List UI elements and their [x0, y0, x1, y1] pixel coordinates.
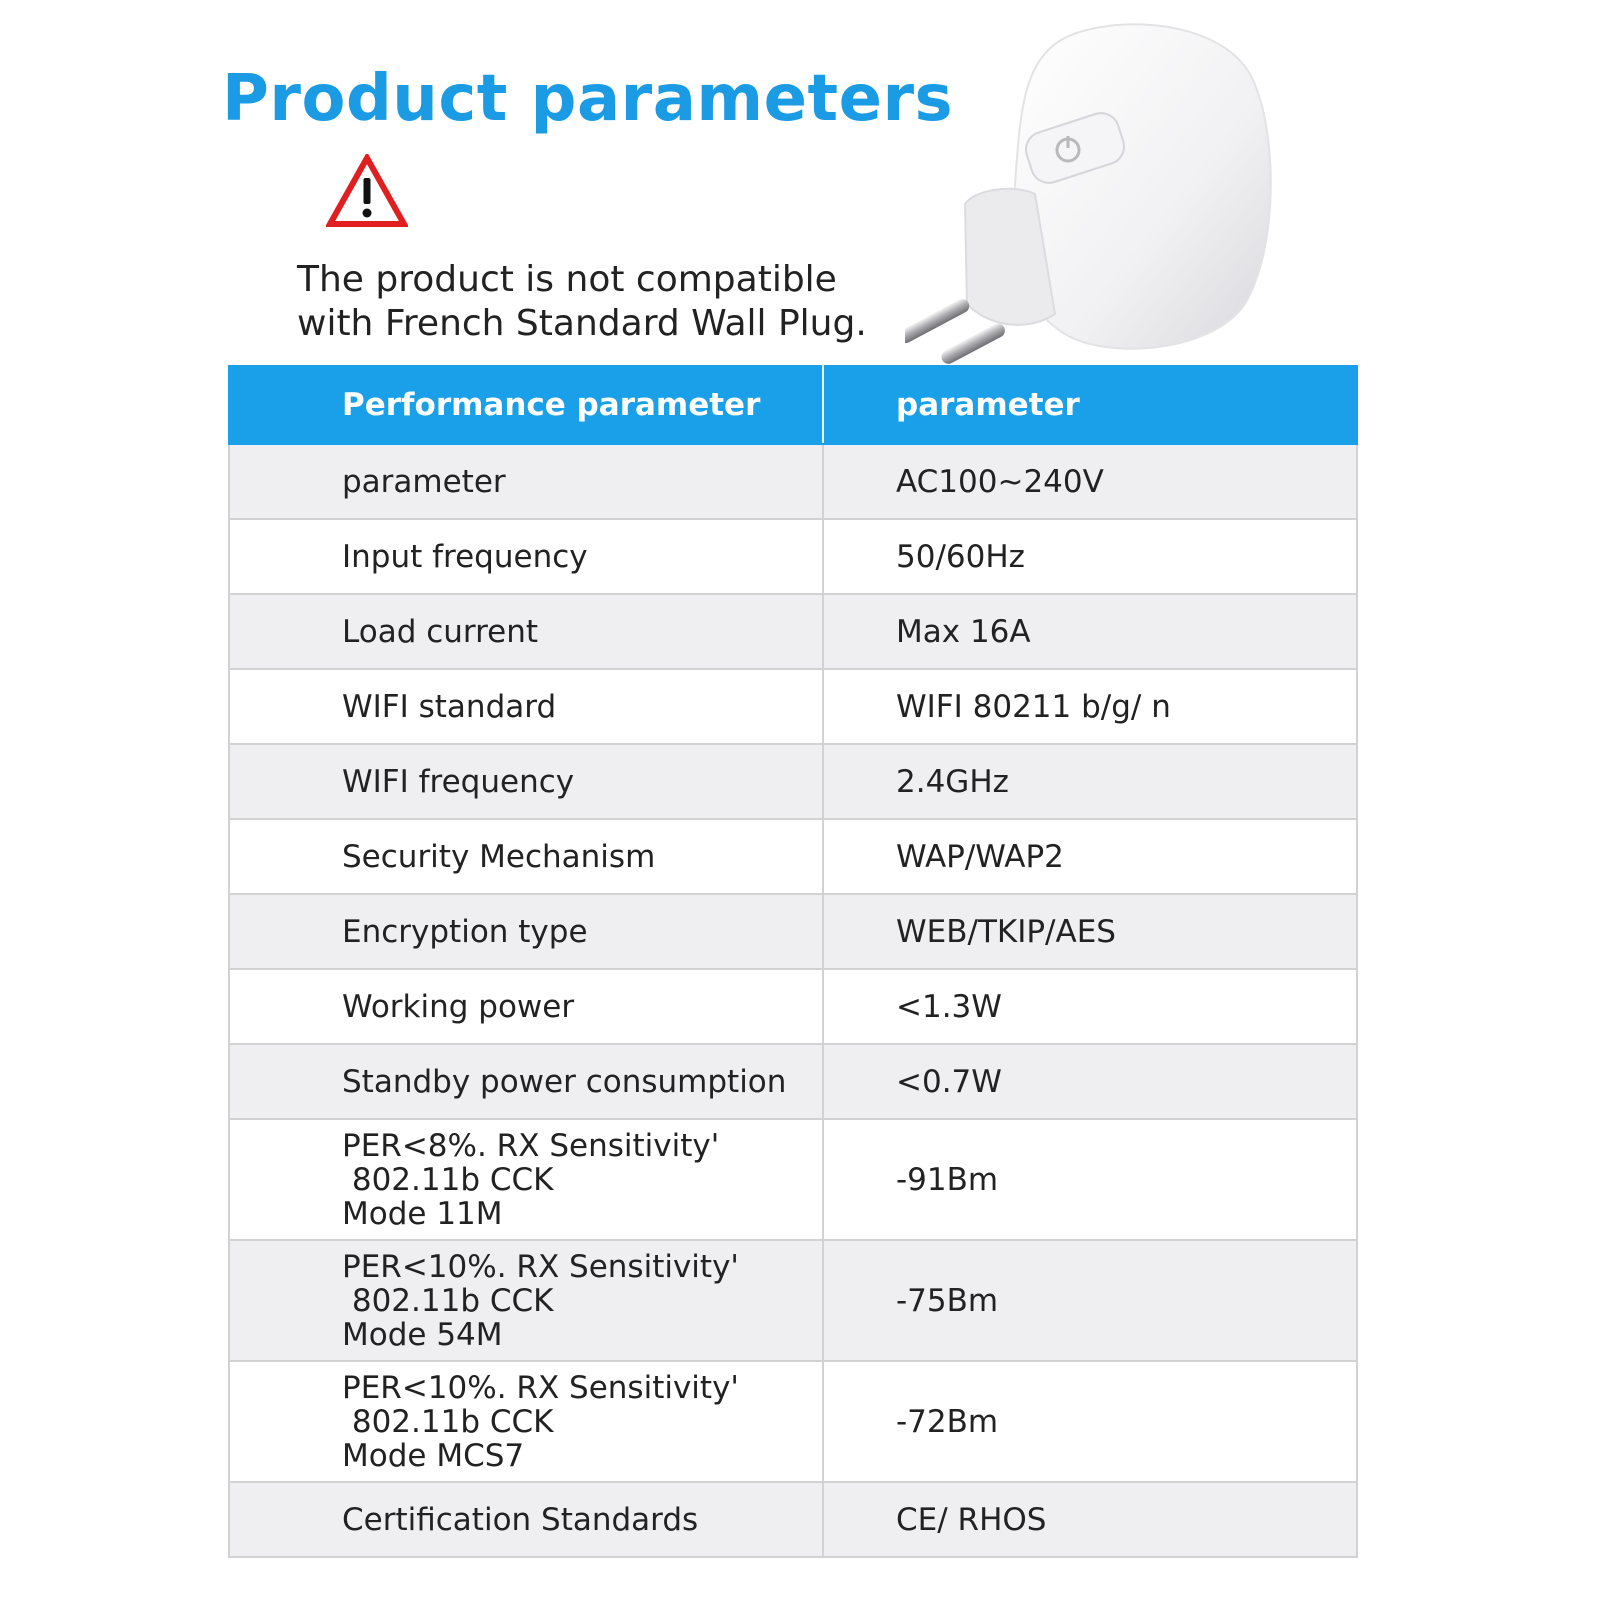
parameter-name-line: PER<10%. RX Sensitivity' [342, 1248, 739, 1285]
note-line: with French Standard Wall Plug. [297, 303, 867, 344]
parameter-name [229, 1119, 823, 1240]
parameter-value: WAP/WAP2 [823, 819, 1357, 894]
parameter-value: Max 16A [823, 594, 1357, 669]
table-header-row [229, 366, 1357, 444]
parameter-name: Input frequency [229, 519, 823, 594]
table-row [229, 594, 1357, 669]
note-line: The product is not compatible [297, 259, 837, 300]
table-row [229, 444, 1357, 519]
parameter-name-line: PER<10%. RX Sensitivity' [342, 1369, 739, 1406]
parameter-value: -72Bm [823, 1361, 1357, 1482]
table-row [229, 1482, 1357, 1557]
parameter-name-line: 802.11b CCK [342, 1403, 554, 1440]
parameter-name-line: PER<8%. RX Sensitivity' [342, 1127, 720, 1164]
parameter-name: parameter [229, 444, 823, 519]
parameter-name-line: Mode MCS7 [342, 1437, 525, 1474]
parameter-value: -75Bm [823, 1240, 1357, 1361]
parameter-name: Certification Standards [229, 1482, 823, 1557]
parameters-table [228, 365, 1358, 1558]
parameter-value: AC100~240V [823, 444, 1357, 519]
parameter-value: -91Bm [823, 1119, 1357, 1240]
parameter-value: WEB/TKIP/AES [823, 894, 1357, 969]
parameter-value: WIFI 80211 b/g/ n [823, 669, 1357, 744]
table-row [229, 1240, 1357, 1361]
parameter-name-line: 802.11b CCK [342, 1161, 554, 1198]
parameter-name: Standby power consumption [229, 1044, 823, 1119]
parameter-name: Load current [229, 594, 823, 669]
parameter-value: <0.7W [823, 1044, 1357, 1119]
page-title: Product parameters [222, 62, 954, 136]
table-row [229, 1119, 1357, 1240]
table-row [229, 819, 1357, 894]
parameter-name: Encryption type [229, 894, 823, 969]
parameter-name: Security Mechanism [229, 819, 823, 894]
parameter-name-line: Mode 54M [342, 1316, 503, 1353]
table-row [229, 894, 1357, 969]
smart-plug-image [905, 14, 1325, 364]
parameter-name [229, 1361, 823, 1482]
table-row [229, 1361, 1357, 1482]
warning-triangle-icon [326, 154, 408, 228]
column-header: Performance parameter [229, 366, 823, 444]
table-row [229, 969, 1357, 1044]
parameter-name-line: 802.11b CCK [342, 1282, 554, 1319]
parameter-name [229, 1240, 823, 1361]
table-row [229, 1044, 1357, 1119]
parameter-name: Working power [229, 969, 823, 1044]
table-row [229, 669, 1357, 744]
parameter-value: 50/60Hz [823, 519, 1357, 594]
parameter-name: WIFI frequency [229, 744, 823, 819]
compatibility-note [297, 258, 867, 346]
parameter-value: 2.4GHz [823, 744, 1357, 819]
parameter-value: <1.3W [823, 969, 1357, 1044]
parameter-value: CE/ RHOS [823, 1482, 1357, 1557]
parameter-name-line: Mode 11M [342, 1195, 503, 1232]
parameter-name: WIFI standard [229, 669, 823, 744]
column-header: parameter [823, 366, 1357, 444]
table-row [229, 519, 1357, 594]
table-row [229, 744, 1357, 819]
